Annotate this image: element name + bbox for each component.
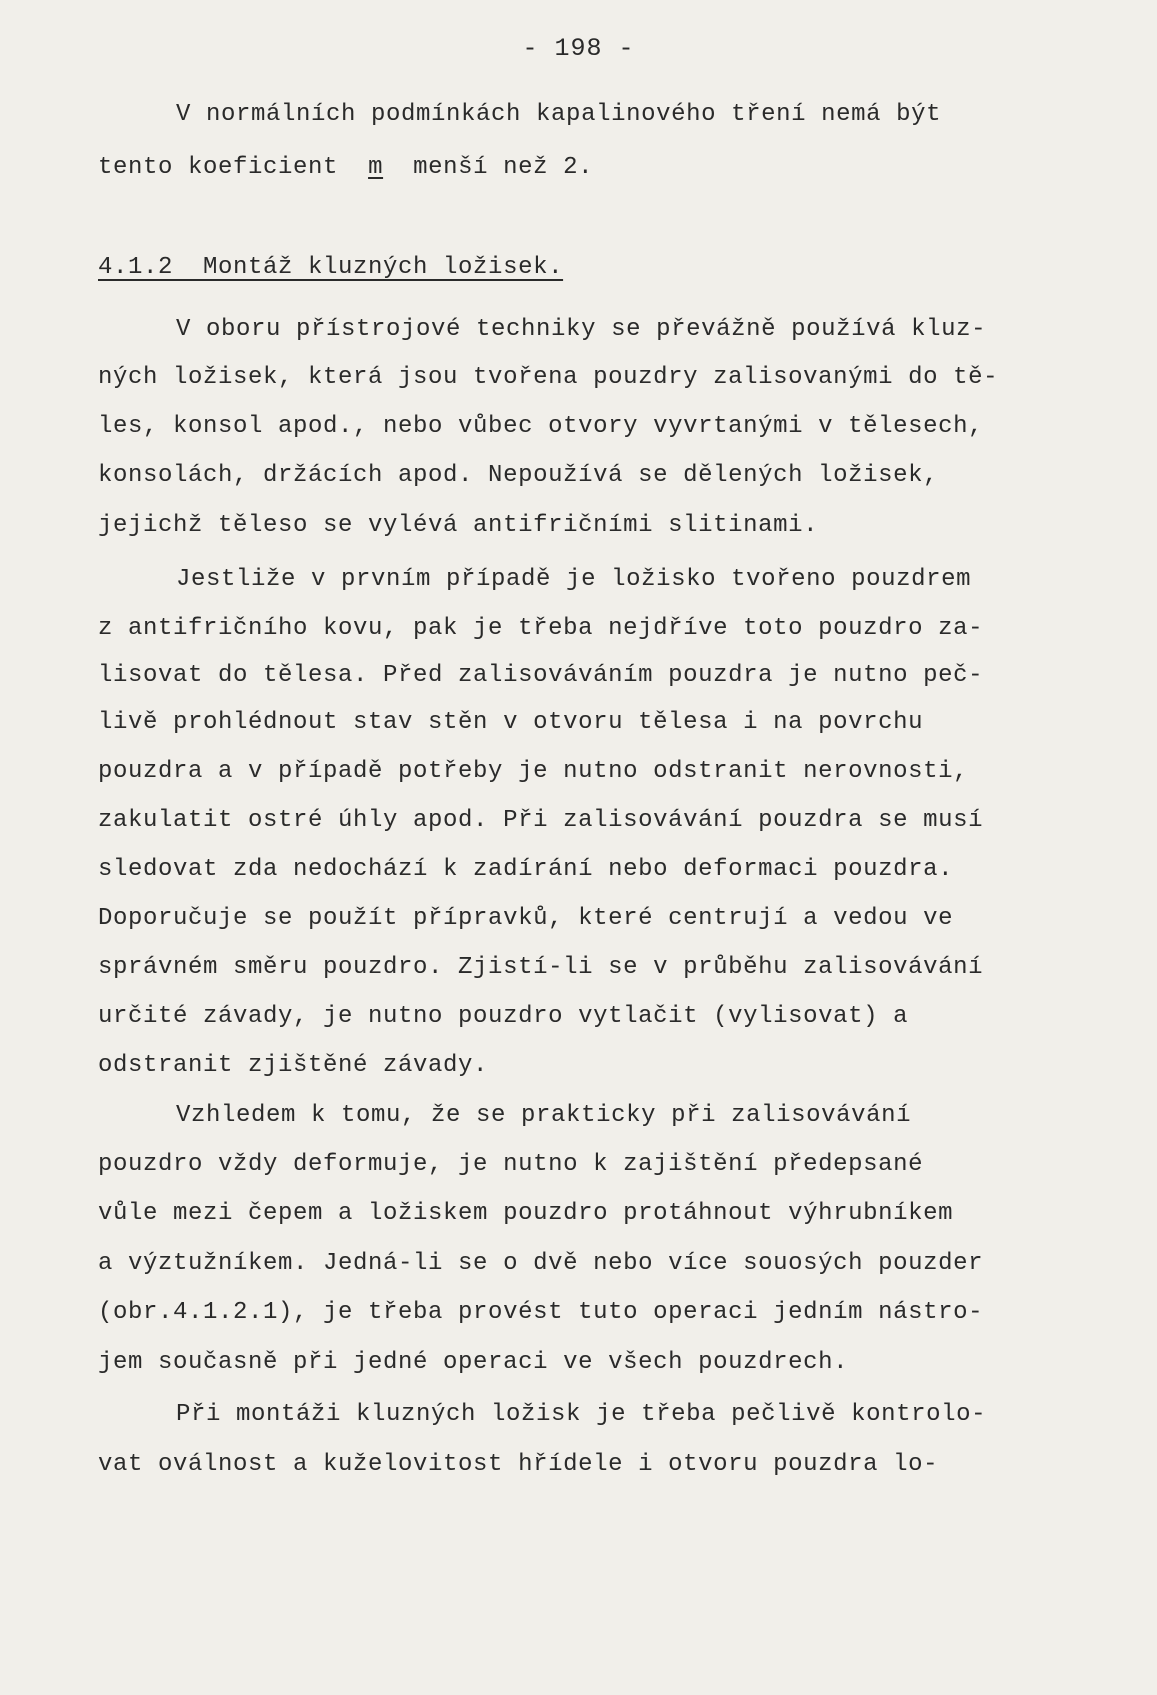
paragraph-line: konsolách, držácích apod. Nepoužívá se dělených ložisek,: [98, 462, 939, 489]
paragraph-line: jejichž těleso se vylévá antifričními slitinami.: [98, 512, 819, 539]
paragraph-line: Při montáži kluzných ložisk je třeba pečlivě kontrolo-: [176, 1401, 987, 1428]
paragraph-line: určité závady, je nutno pouzdro vytlačit (vylisovat) a: [98, 1003, 909, 1030]
variable-m: m: [368, 154, 384, 181]
paragraph-line: zakulatit ostré úhly apod. Při zalisovávání pouzdra se musí: [98, 807, 984, 834]
paragraph-line: lisovat do tělesa. Před zalisováváním pouzdra je nutno peč-: [98, 662, 984, 689]
paragraph-line: Jestliže v prvním případě je ložisko tvořeno pouzdrem: [176, 566, 972, 593]
paragraph-line: z antifričního kovu, pak je třeba nejdříve toto pouzdro za-: [98, 615, 984, 642]
paragraph-line: pouzdro vždy deformuje, je nutno k zajištění předepsané: [98, 1151, 924, 1178]
paragraph-line: V oboru přístrojové techniky se převážně používá kluz-: [176, 316, 987, 343]
paragraph-line: (obr.4.1.2.1), je třeba provést tuto operaci jedním nástro-: [98, 1299, 984, 1326]
page-number: - 198 -: [522, 34, 635, 63]
paragraph-line: jem současně při jedné operaci ve všech pouzdrech.: [98, 1349, 849, 1376]
paragraph-line: livě prohlédnout stav stěn v otvoru tělesa i na povrchu: [98, 709, 924, 736]
paragraph-line: a výztužníkem. Jedná-li se o dvě nebo více souosých pouzder: [98, 1250, 984, 1277]
text-span: tento koeficient: [98, 154, 339, 181]
paragraph-line: vůle mezi čepem a ložiskem pouzdro protáhnout výhrubníkem: [98, 1200, 954, 1227]
paragraph-line: V normálních podmínkách kapalinového tření nemá být: [176, 101, 942, 128]
paragraph-line: pouzdra a v případě potřeby je nutno odstranit nerovnosti,: [98, 758, 969, 785]
paragraph-line: les, konsol apod., nebo vůbec otvory vyvrtanými v tělesech,: [98, 413, 984, 440]
section-heading: 4.1.2 Montáž kluzných ložisek.: [98, 254, 564, 281]
paragraph-line: ných ložisek, která jsou tvořena pouzdry zalisovanými do tě-: [98, 364, 999, 391]
paragraph-line: vat oválnost a kuželovitost hřídele i otvoru pouzdra lo-: [98, 1451, 939, 1478]
paragraph-line: [98, 153, 1043, 183]
paragraph-line: Doporučuje se použít přípravků, které centrují a vedou ve: [98, 905, 954, 932]
paragraph-line: Vzhledem k tomu, že se prakticky při zalisovávání: [176, 1102, 912, 1129]
paragraph-line: správném směru pouzdro. Zjistí-li se v průběhu zalisovávání: [98, 954, 984, 981]
text-span: menší než 2.: [413, 154, 594, 181]
paragraph-line: odstranit zjištěné závady.: [98, 1052, 489, 1079]
paragraph-line: sledovat zda nedochází k zadírání nebo deformaci pouzdra.: [98, 856, 954, 883]
